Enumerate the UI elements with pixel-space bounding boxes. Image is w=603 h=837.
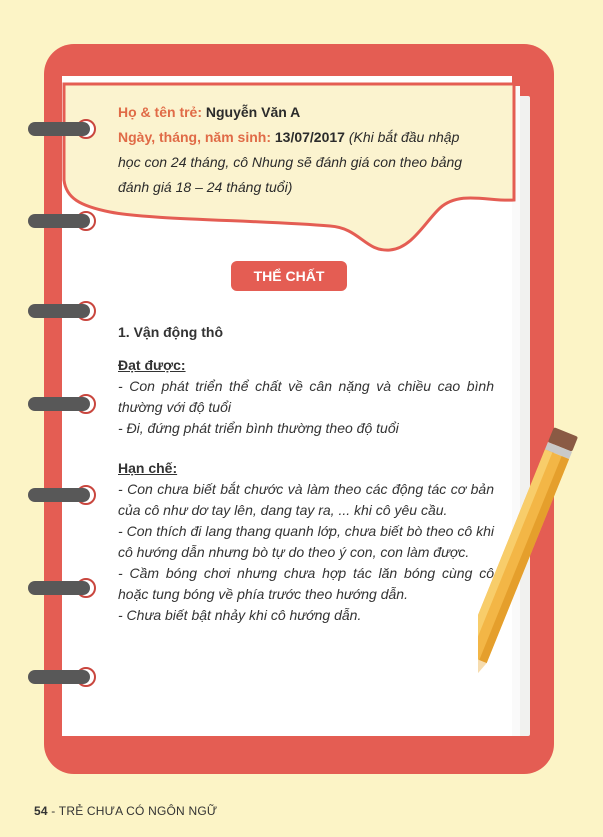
binder-ring [28, 484, 98, 506]
binder-ring [28, 210, 98, 232]
name-label: Họ & tên trẻ: [118, 104, 202, 120]
dob-line [118, 125, 478, 200]
assessment-content [118, 322, 494, 626]
binder-ring [28, 393, 98, 415]
achieved-heading: Đạt được: [118, 357, 186, 373]
name-value: Nguyễn Văn A [205, 104, 301, 120]
page-footer [34, 804, 217, 818]
limit-item: - Con thích đi lang thang quanh lớp, chưa biết bò theo cô khi cô hướng dẫn nhưng bò tự do theo ý con, con làm được. [118, 523, 494, 560]
dob-note: (Khi bắt đầu nhập học con 24 tháng, cô Nhung sẽ đánh giá con theo bảng đánh giá 18 – 24 tháng tuổi) [118, 129, 463, 195]
section-badge: THỂ CHẤT [231, 261, 347, 291]
binder-ring [28, 666, 98, 688]
limits-heading: Hạn chế: [118, 460, 178, 476]
achieved-item: - Con phát triển thể chất về cân nặng và chiều cao bình thường với độ tuổi [118, 378, 494, 415]
name-line [118, 100, 478, 125]
binder-ring [28, 300, 98, 322]
footer-title: - TRẺ CHƯA CÓ NGÔN NGỮ [47, 804, 218, 818]
page-number: 54 [34, 804, 48, 818]
dob-label: Ngày, tháng, năm sinh: [118, 129, 271, 145]
achieved-item: - Đi, đứng phát triển bình thường theo độ tuổi [118, 420, 399, 436]
pencil-icon [478, 420, 588, 720]
section-title: 1. Vận động thô [118, 324, 223, 340]
limit-item: - Con chưa biết bắt chước và làm theo các động tác cơ bản của cô như dơ tay lên, dang tay ra, ... khi cô yêu cầu. [118, 481, 494, 518]
binder-ring [28, 577, 98, 599]
limit-item: - Chưa biết bật nhảy khi cô hướng dẫn. [118, 607, 362, 623]
profile-info [118, 100, 478, 200]
limit-item: - Cầm bóng chơi nhưng chưa hợp tác lăn bóng cùng cô hoặc tung bóng về phía trước theo hướng dẫn. [118, 565, 494, 602]
binder-ring [28, 118, 98, 140]
dob-value: 13/07/2017 [274, 129, 345, 145]
